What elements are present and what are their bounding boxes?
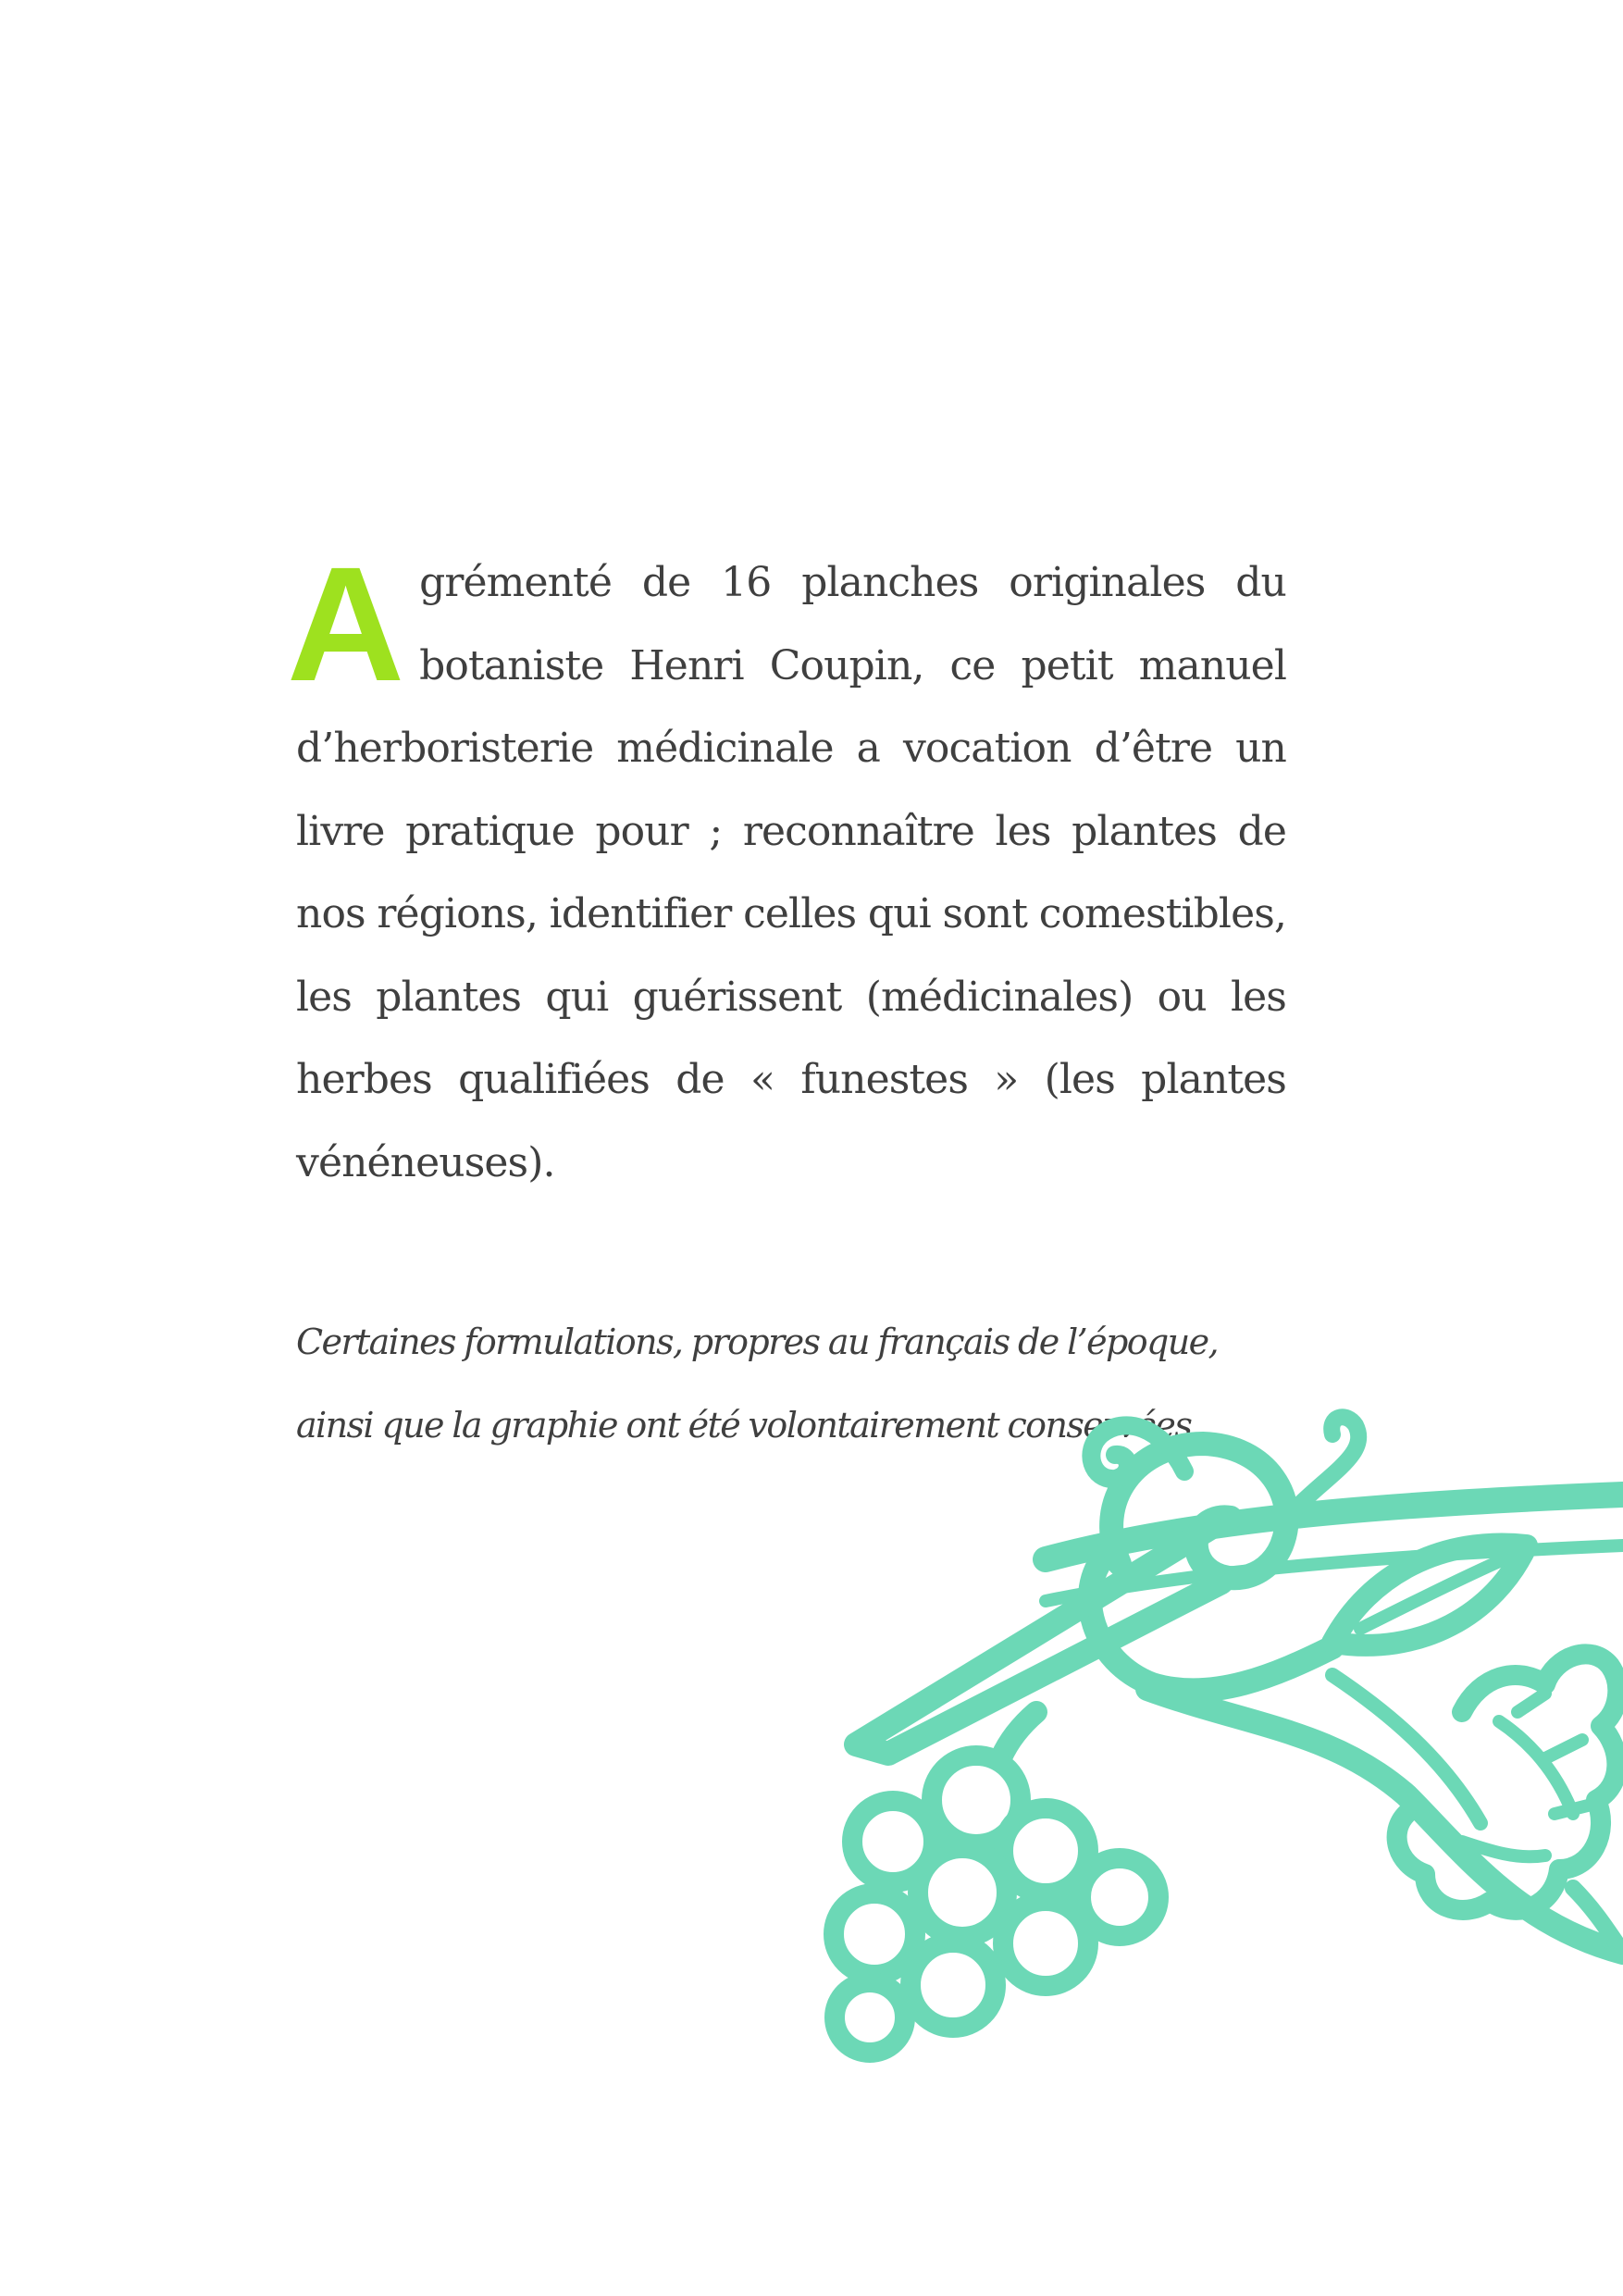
note-line-1: Certaines formulations, propres au français de l’époque,: [296, 1322, 1218, 1362]
note-line-2: ainsi que la graphie ont été volontairement conservées.: [296, 1404, 1201, 1446]
drop-cap: A: [287, 534, 405, 715]
text-block: [287, 534, 1286, 1467]
botanical-berry-ornament-icon: [814, 1407, 1623, 2073]
intro-paragraph: [287, 534, 1286, 1204]
intro-text: grémenté de 16 planches originales du botaniste Henri Coupin, ce petit manuel d’herboristerie médicinale a vocation d’être un livre pratique pour ; reconnaître les plantes de nos régions, identifier celles qui sont comestibles, les plantes qui guérissent (médicinales) ou les herbes qualifiées de « funestes » (les plantes vénéneuses).: [296, 559, 1286, 1186]
